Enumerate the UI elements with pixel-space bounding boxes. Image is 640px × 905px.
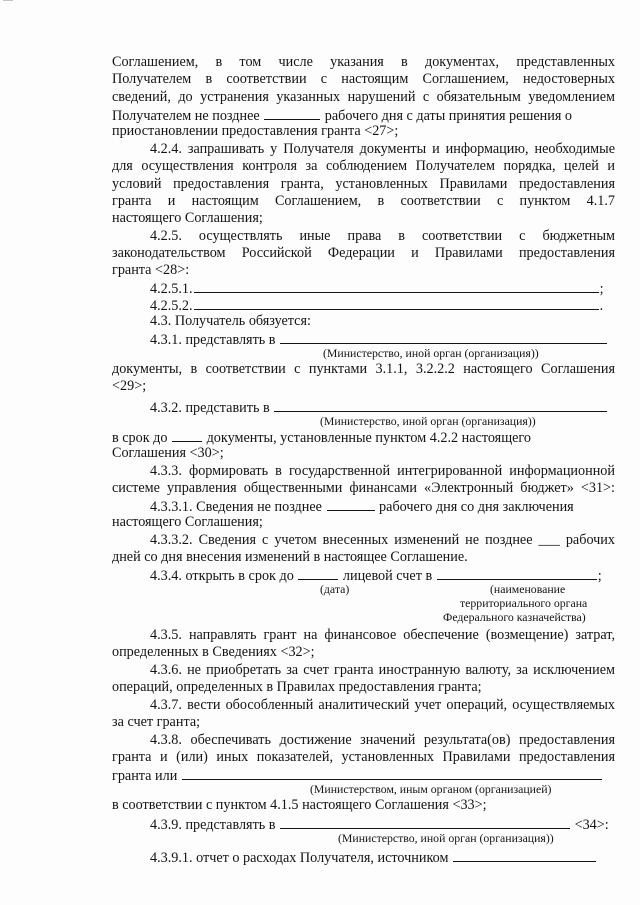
text-line: для осуществления контроля за соблюдением Получателем порядка, целей и xyxy=(112,158,615,174)
text-line: в соответствии с пунктом 4.1.5 настоящего Соглашения <33>; xyxy=(112,797,487,813)
field-caption: (Министерство, иной орган (организация)) xyxy=(323,346,539,360)
field-caption: (Министерством, иным органом (организацией) xyxy=(310,782,552,796)
blank-field xyxy=(453,848,596,862)
text-line: 4.3.3.2. Сведения с учетом внесенных изменений не позднее ___ рабочих xyxy=(150,532,615,548)
blank-field xyxy=(437,566,597,580)
blank-field xyxy=(280,815,570,829)
text-line: операций, определенных в Правилах предоставления гранта; xyxy=(112,679,482,695)
blank-field xyxy=(194,296,599,310)
text-line: 4.3.6. не приобретать за счет гранта иностранную валюту, за исключением xyxy=(150,662,615,678)
item-4-2-5-1: 4.2.5.1. ; xyxy=(150,281,604,297)
blank-field xyxy=(280,330,607,344)
blank-field xyxy=(264,106,320,120)
text-line: за счет гранта; xyxy=(112,714,201,730)
blank-field xyxy=(194,279,599,293)
text-line: дней со дня внесения изменений в настоящее Соглашение. xyxy=(112,549,468,565)
item-4-3-3-1: 4.3.3.1. Сведения не позднее рабочего дня со дня заключения xyxy=(150,499,574,515)
text-line: документы, в соответствии с пунктами 3.1.1, 3.2.2.2 настоящего Соглашения xyxy=(112,361,615,377)
text-line: гранта и настоящим Соглашением, в соответствии с пунктом 4.1.7 xyxy=(112,193,615,209)
text-line: 4.3.5. направлять грант на финансовое обеспечение (возмещение) затрат, xyxy=(150,627,615,643)
item-4-3-2: 4.3.2. представить в xyxy=(150,398,640,417)
text-line-blank: в срок до документы, установленные пунктом 4.2.2 настоящего xyxy=(112,430,531,446)
text-line: 4.3.3. формировать в государственной интегрированной информационной xyxy=(150,463,615,479)
blank-field xyxy=(172,428,202,442)
text-line: сведений, до устранения указанных нарушений с обязательным уведомлением xyxy=(112,89,615,105)
text-line: 4.2.4. запрашивать у Получателя документы и информацию, необходимые xyxy=(150,141,615,157)
text-line: Соглашения <30>; xyxy=(112,445,224,461)
text-line: определенных в Сведениях <32>; xyxy=(112,644,315,660)
blank-field xyxy=(327,497,375,511)
text-line: 4.3. Получатель обязуется: xyxy=(150,313,311,329)
text-line: гранта и (или) иных показателей, установленных Правилами предоставления xyxy=(112,749,615,765)
text-line-blank: Получателем не позднее рабочего дня с даты принятия решения о xyxy=(112,108,573,124)
text-line: <29>; xyxy=(112,378,147,394)
text-line: 4.3.8. обеспечивать достижение значений результата(ов) предоставления xyxy=(150,732,615,748)
item-4-2-5-2: 4.2.5.2. . xyxy=(150,298,604,314)
field-caption: (Министерство, иной орган (организация)) xyxy=(338,831,554,845)
item-4-3-4: 4.3.4. открыть в срок до лицевой счет в ; xyxy=(150,568,602,584)
text-line-blank: гранта или xyxy=(112,766,615,785)
blank-field xyxy=(182,766,602,780)
field-caption: (Министерство, иной орган (организация)) xyxy=(320,414,536,428)
field-caption: территориального органа xyxy=(460,596,588,610)
text-line: гранта <28>: xyxy=(112,262,190,278)
text-line: приостановлении предоставления гранта <27>; xyxy=(112,123,399,139)
item-4-3-9: 4.3.9. представлять в <34>: xyxy=(150,817,609,833)
text-line: системе управления общественными финансами «Электронный бюджет» <31>: xyxy=(112,480,615,496)
text-line: Получателем в соответствии с настоящим Соглашением, недостоверных xyxy=(112,71,615,87)
blank-field xyxy=(274,398,607,412)
text-line: Соглашением, в том числе указания в документах, представленных xyxy=(112,54,615,70)
text-line: 4.2.5. осуществлять иные права в соответствии с бюджетным xyxy=(150,228,615,244)
corner-mark xyxy=(3,0,13,7)
text-line: 4.3.7. вести обособленный аналитический учет операций, осуществляемых xyxy=(150,697,615,713)
item-4-3-9-1: 4.3.9.1. отчет о расходах Получателя, источником xyxy=(150,848,640,867)
text-line: законодательством Российской Федерации и Правилами предоставления xyxy=(112,245,615,261)
blank-field xyxy=(298,566,338,580)
text-line: настоящего Соглашения; xyxy=(112,514,263,530)
text-line: настоящего Соглашения; xyxy=(112,210,263,226)
field-caption: Федерального казначейства) xyxy=(443,610,586,624)
field-caption-date: (дата) xyxy=(320,582,350,596)
text-line: условий предоставления гранта, установленных Правилами предоставления xyxy=(112,176,615,192)
field-caption: (наименование xyxy=(490,582,566,596)
item-4-3-1: 4.3.1. представлять в xyxy=(150,330,640,349)
